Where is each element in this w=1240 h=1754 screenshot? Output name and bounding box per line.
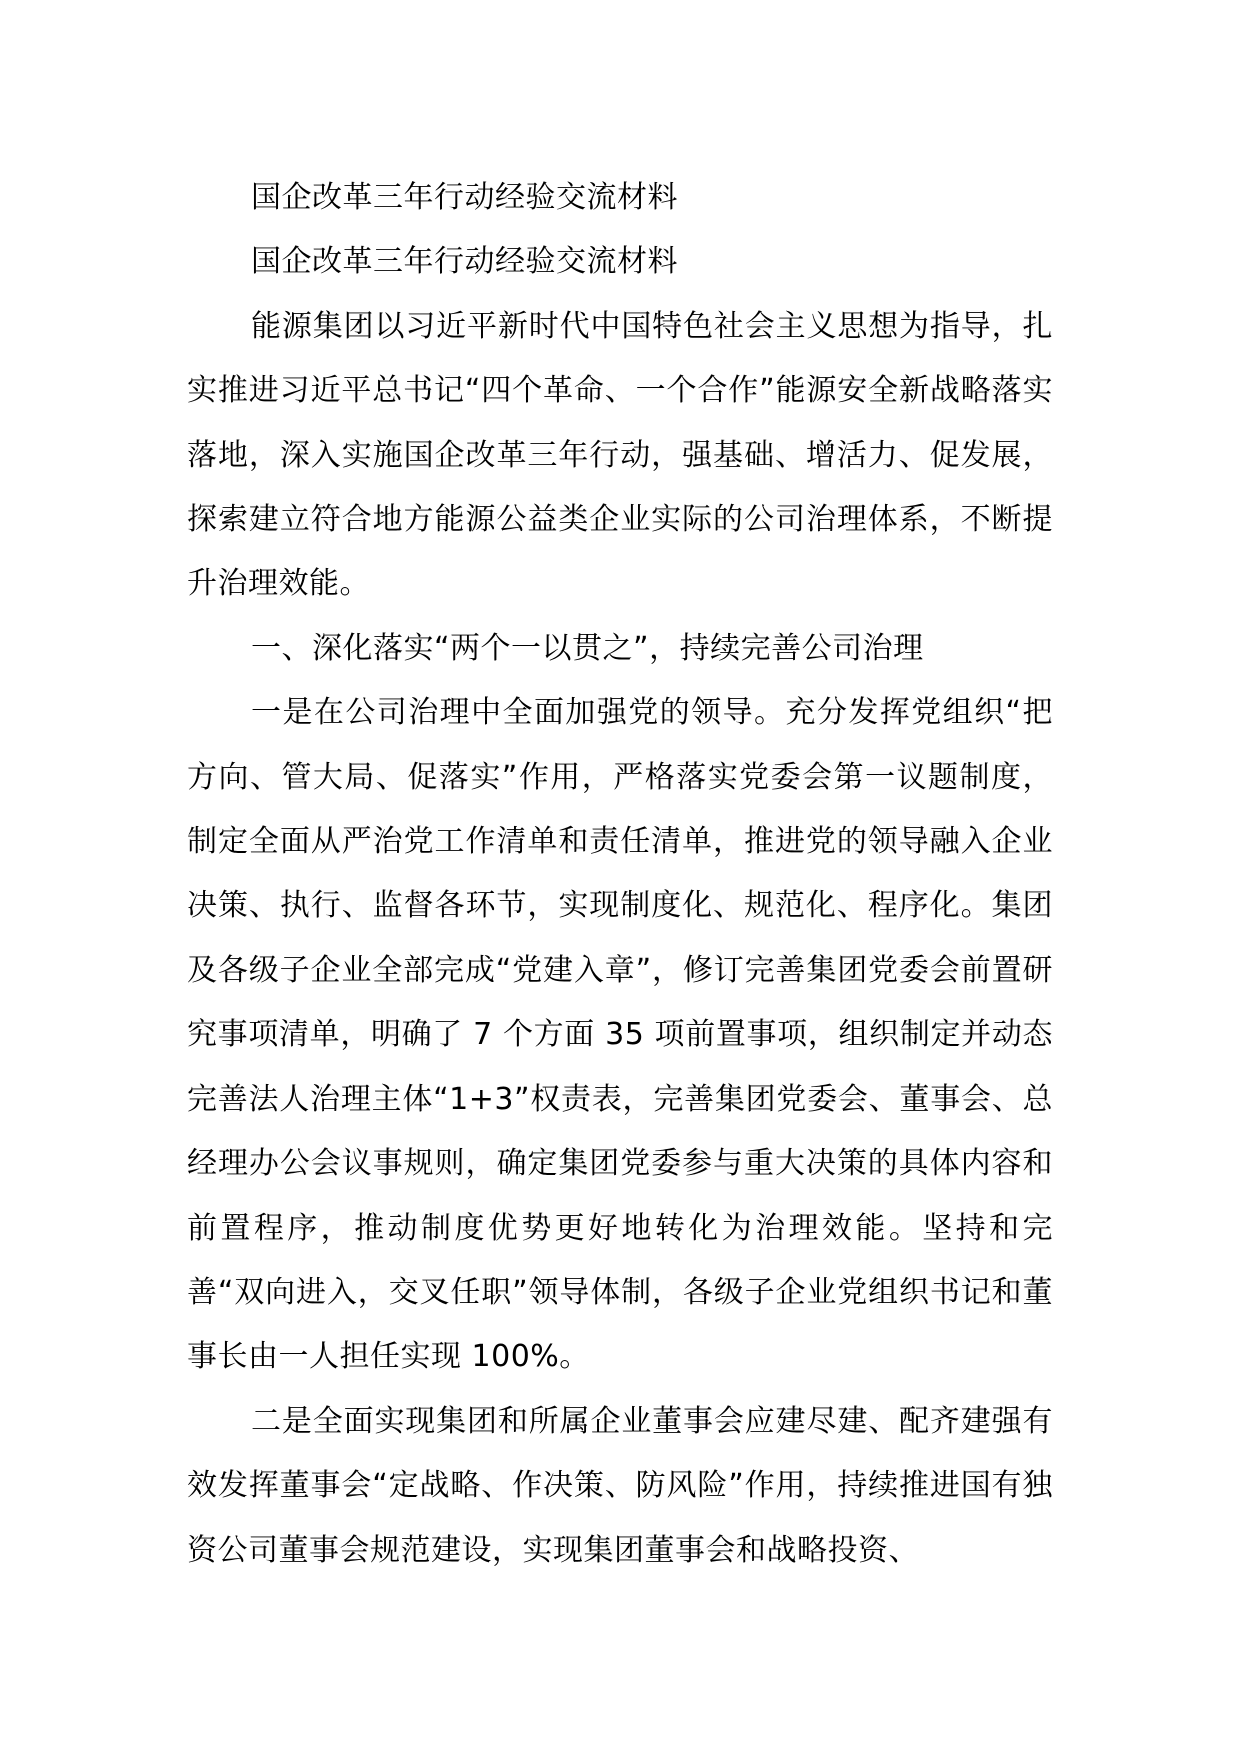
document-body — [187, 166, 1053, 1583]
intro-paragraph: 能源集团以习近平新时代中国特色社会主义思想为指导，扎实推进习近平总书记“四个革命、一个合作”能源安全新战略落实落地，深入实施国企改革三年行动，强基础、增活力、促发展，探索建立符合地方能源公益类企业实际的公司治理体系，不断提升治理效能。 — [187, 308, 1053, 602]
document-title: 国企改革三年行动经验交流材料 — [251, 180, 678, 215]
document-subtitle: 国企改革三年行动经验交流材料 — [251, 244, 678, 280]
body-paragraph-1: 一是在公司治理中全面加强党的领导。充分发挥党组织“把方向、管大局、促落实”作用，严格落实党委会第一议题制度，制定全面从严治党工作清单和责任清单，推进党的领导融入企业决策、执行、监督各环节，实现制度化、规范化、程序化。集团及各级子企业全部完成“党建入章”，修订完善集团党委会前置研究事项清单，明确了 7 个方面 35 项前置事项，组织制定并动态完善法人治理主体“1+3”权责表，完善集团党委会、董事会、总经理办公会议事规则，确定集团党委参与重大决策的具体内容和前置程序，推动制度优势更好地转化为治理效能。坚持和完善“双向进入，交叉任职”领导体制，各级子企业党组织书记和董事长由一人担任实现 100%。 — [187, 695, 1053, 1375]
section-heading-1: 一、深化落实“两个一以贯之”，持续完善公司治理 — [251, 630, 924, 666]
body-paragraph-2: 二是全面实现集团和所属企业董事会应建尽建、配齐建强有效发挥董事会“定战略、作决策、防风险”作用，持续推进国有独资公司董事会规范建设，实现集团董事会和战略投资、 — [187, 1403, 1053, 1568]
